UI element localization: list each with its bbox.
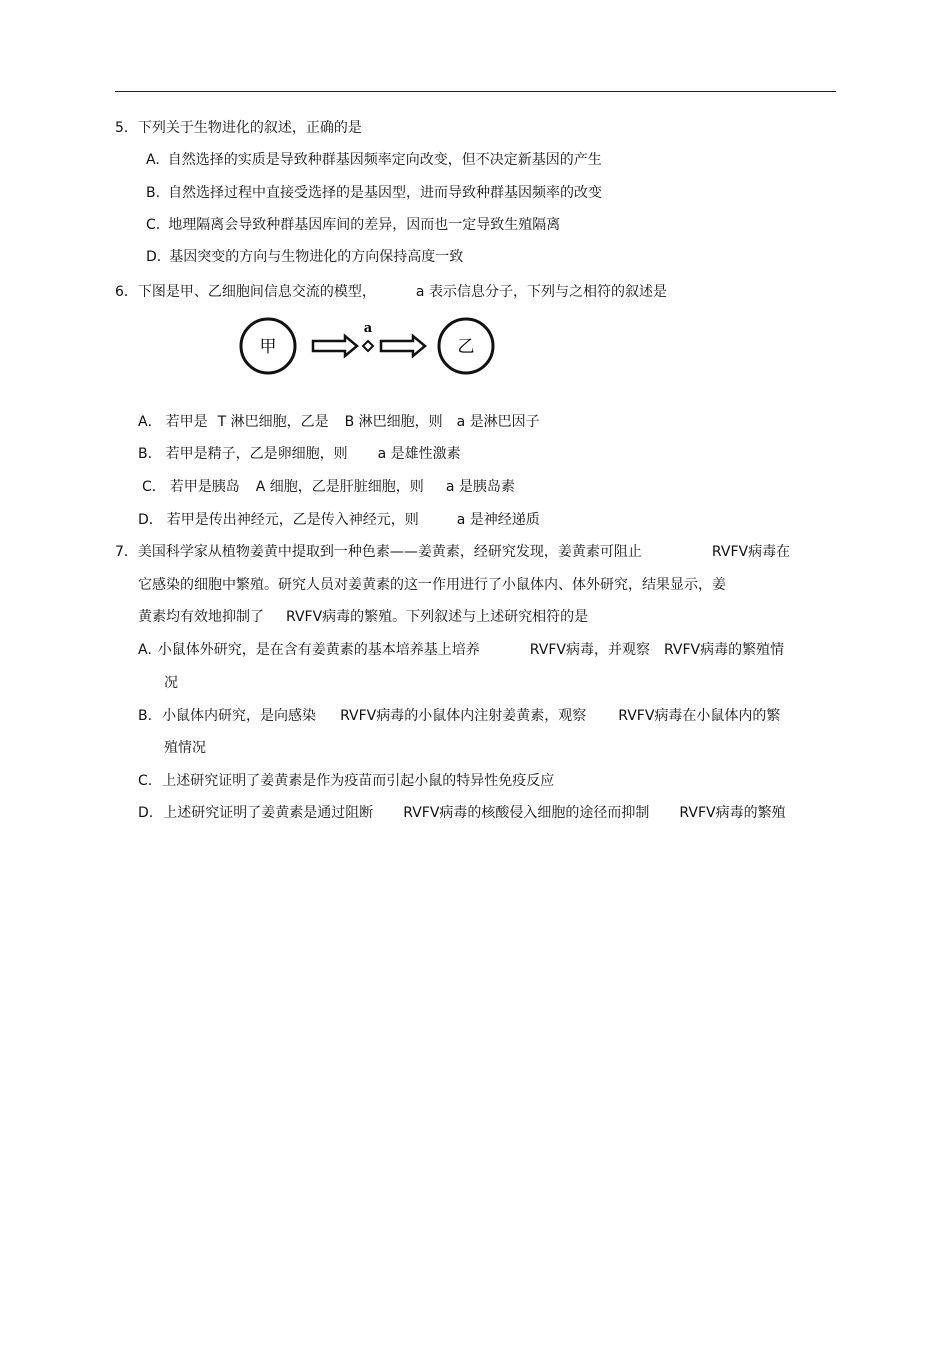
option-text: a 是神经递质: [456, 512, 540, 528]
q5-option-c: [146, 215, 560, 235]
q7-option-a-cont: [164, 673, 178, 693]
cell-yi-label: 乙: [457, 337, 475, 357]
option-label: C.: [146, 217, 161, 233]
option-text: 地理隔离会导致种群基因库间的差异，因而也一定导致生殖隔离: [168, 217, 561, 233]
q7-stem-line3: [138, 607, 588, 627]
q6-option-c: [142, 477, 515, 497]
option-text: 自然选择过程中直接受选择的是基因型，进而导致种群基因频率的改变: [168, 185, 603, 201]
option-text: RVFV病毒的繁殖: [679, 805, 786, 821]
q7-stem-text: 黄素均有效地抑制了: [138, 609, 264, 625]
option-label: A.: [138, 642, 152, 658]
q5-stem: [115, 118, 362, 138]
cell-jia-label: 甲: [259, 337, 277, 357]
option-text: a 是胰岛素: [445, 479, 515, 495]
option-text: RVFV病毒的繁殖情: [663, 642, 785, 658]
q7-stem-line1: [115, 542, 790, 562]
option-text: a 是淋巴因子: [456, 414, 540, 430]
option-text: 若甲是精子，乙是卵细胞，则: [165, 446, 348, 462]
option-text: 小鼠体外研究，是在含有姜黄素的基本培养基上培养: [157, 642, 480, 658]
q6-option-d: [138, 510, 540, 530]
q7-option-c: [138, 771, 554, 791]
arrow-right-icon: [381, 336, 425, 356]
option-label: C.: [138, 773, 153, 789]
signal-molecule-icon: [363, 341, 373, 351]
q6-stem: [115, 282, 667, 302]
option-label: D．: [138, 512, 163, 528]
arrow-left-icon: [313, 336, 357, 356]
q5-number: 5．: [115, 120, 138, 136]
option-label: A.: [146, 152, 160, 168]
q5-option-a: [146, 150, 602, 170]
q6-number: 6．: [115, 284, 138, 300]
signal-label: a: [363, 321, 373, 336]
q7-stem-text: RVFV病毒在: [711, 544, 791, 560]
option-text: A 细胞，乙是肝脏细胞，则: [255, 479, 424, 495]
cell-signal-diagram: [238, 314, 500, 380]
header-rule: [115, 91, 836, 92]
option-text: T 淋巴细胞，乙是: [217, 414, 329, 430]
option-label: A．: [138, 414, 162, 430]
option-text: B 淋巴细胞，则: [344, 414, 443, 430]
q7-option-b-cont: [164, 738, 206, 758]
option-text: 况: [164, 675, 178, 691]
option-label: D.: [138, 805, 154, 821]
option-text: 自然选择的实质是导致种群基因频率定向改变，但不决定新基因的产生: [167, 152, 602, 168]
q5-option-b: [146, 183, 602, 203]
q7-stem-text: 美国科学家从植物姜黄中提取到一种色素——姜黄素，经研究发现，姜黄素可阻止: [137, 544, 642, 560]
option-text: 若甲是传出神经元，乙是传入神经元，则: [166, 512, 419, 528]
option-text: RVFV病毒，并观察: [529, 642, 650, 658]
option-label: D.: [146, 249, 162, 265]
q7-option-b: [138, 706, 780, 726]
q5-option-d: [146, 247, 463, 267]
q6-option-b: [138, 444, 461, 464]
option-text: RVFV病毒在小鼠体内的繁: [618, 708, 781, 724]
option-text: 基因突变的方向与生物进化的方向保持高度一致: [169, 249, 464, 265]
q7-stem-text: 它感染的细胞中繁殖。研究人员对姜黄素的这一作用进行了小鼠体内、体外研究，结果显示，姜: [138, 577, 726, 593]
q7-option-d: [138, 803, 786, 823]
q7-number: 7．: [115, 544, 138, 560]
option-text: 小鼠体内研究，是向感染: [162, 708, 317, 724]
option-text: 若甲是: [165, 414, 208, 430]
option-label: B.: [138, 708, 153, 724]
option-text: 殖情况: [164, 740, 206, 756]
q6-stem-part1: 下图是甲、乙细胞间信息交流的模型，: [137, 284, 376, 300]
q6-option-a: [138, 412, 540, 432]
q7-option-a: [138, 640, 784, 660]
q5-stem-text: 下列关于生物进化的叙述，正确的是: [137, 120, 362, 136]
option-text: RVFV病毒的小鼠体内注射姜黄素，观察: [340, 708, 587, 724]
option-text: RVFV病毒的核酸侵入细胞的途径而抑制: [403, 805, 650, 821]
q7-stem-line2: [138, 575, 726, 595]
option-label: C．: [142, 479, 166, 495]
option-text: 若甲是胰岛: [169, 479, 240, 495]
option-text: a 是雄性激素: [377, 446, 461, 462]
option-text: 上述研究证明了姜黄素是作为疫苗而引起小鼠的特异性免疫反应: [162, 773, 555, 789]
option-label: B.: [146, 185, 161, 201]
option-text: 上述研究证明了姜黄素是通过阻断: [163, 805, 374, 821]
q7-stem-text: RVFV病毒的繁殖。下列叙述与上述研究相符的是: [286, 609, 589, 625]
option-label: B．: [138, 446, 162, 462]
q6-stem-part2: a 表示信息分子，下列与之相符的叙述是: [415, 284, 667, 300]
